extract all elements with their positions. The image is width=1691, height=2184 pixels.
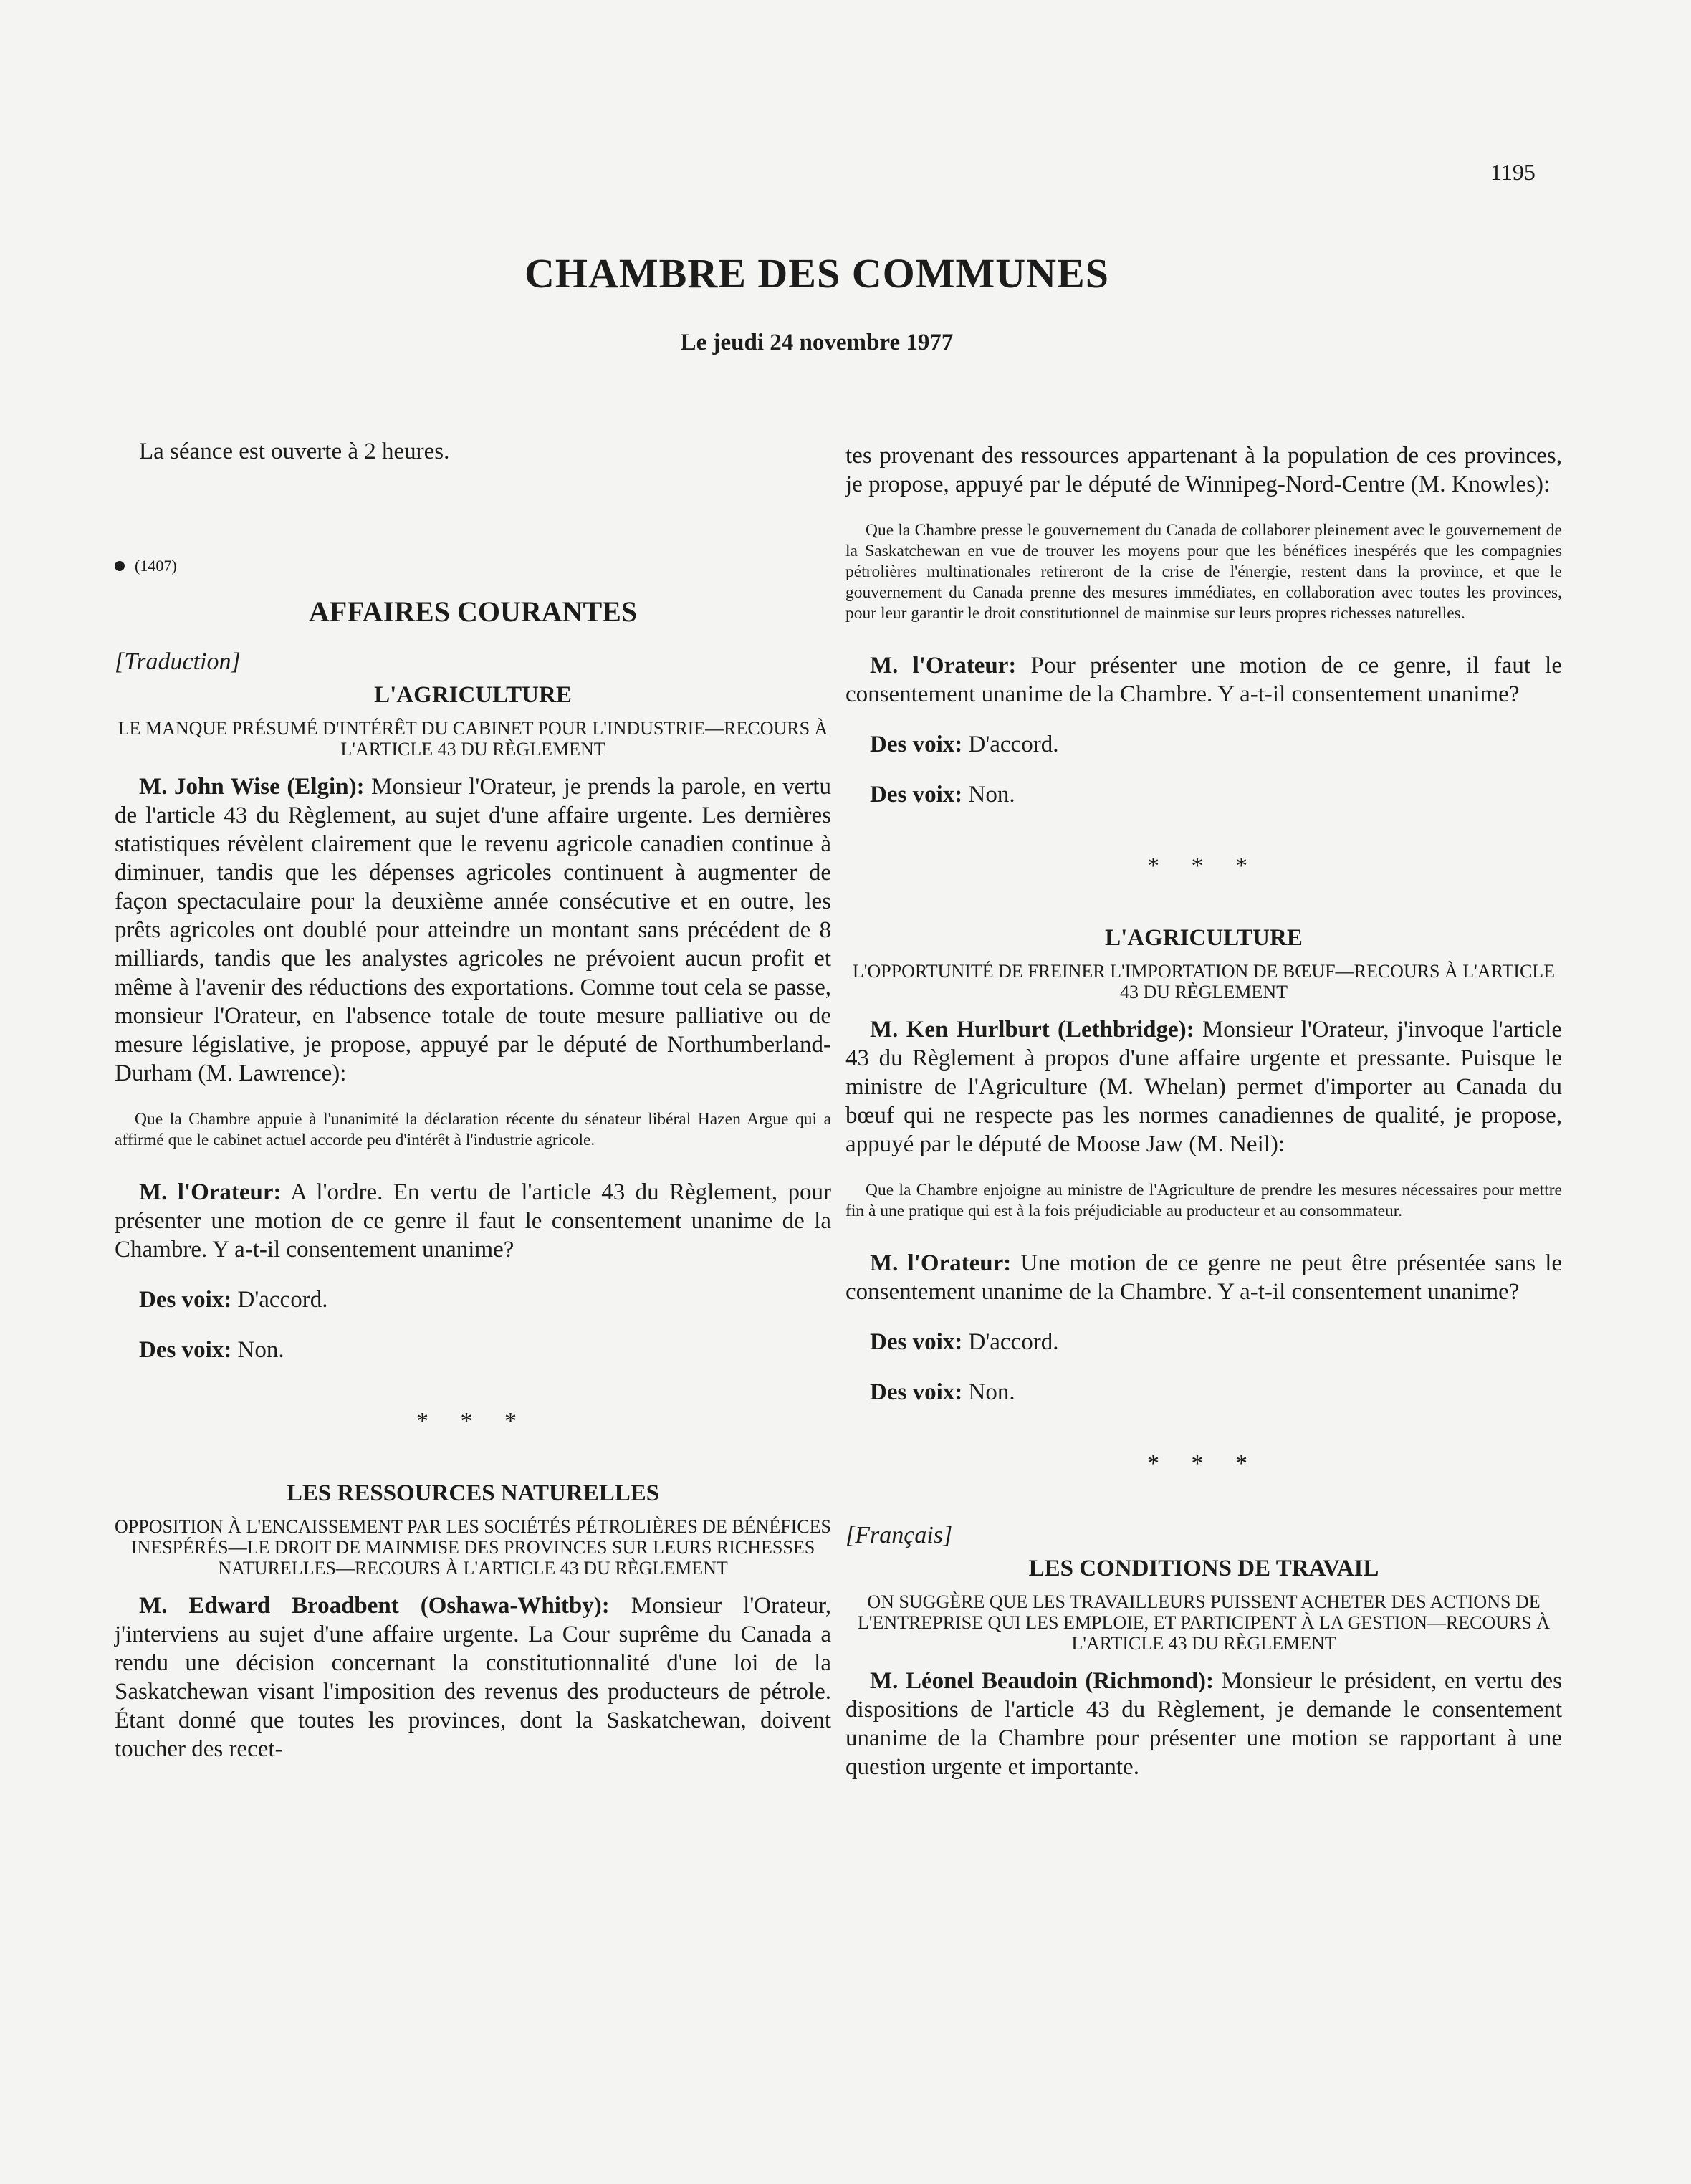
- speech-paragraph: [846, 651, 1562, 709]
- language-tag: [Traduction]: [115, 648, 241, 675]
- topic-subheading: ON SUGGÈRE QUE LES TRAVAILLEURS PUISSENT ACHETER DES ACTIONS DE L'ENTREPRISE QUI LES EMPLOIE, ET PARTICIPENT À LA GESTION—RECOURS À L'ARTICLE 43 DU RÈGLEMENT: [857, 1591, 1551, 1654]
- speech-text: Non.: [237, 1337, 284, 1363]
- topic-heading: L'AGRICULTURE: [1105, 925, 1303, 951]
- motion-text: Que la Chambre enjoigne au ministre de l'Agriculture de prendre les mesures nécessaires pour mettre fin à une pratique qui est à la fois préjudiciable au producteur et au consommateur.: [846, 1181, 1562, 1220]
- speech-paragraph: [115, 1591, 831, 1763]
- speaker-name: Des voix:: [870, 732, 963, 757]
- opening-line: La séance est ouverte à 2 heures.: [139, 439, 450, 464]
- voices-yes: [846, 1328, 1562, 1356]
- speech-text: Monsieur le président, en vertu des dispositions de l'article 43 du Règlement, je demande le consentement unanime de la Chambre pour présenter une motion se rapportant à une question urgente et importante.: [846, 1668, 1562, 1780]
- speech-text: Une motion de ce genre ne peut être présentée sans le consentement unanime de la Chambre. Y a-t-il consentement unanime?: [846, 1250, 1563, 1305]
- speaker-name: M. l'Orateur:: [870, 653, 1017, 679]
- voices-yes: [846, 730, 1562, 759]
- language-tag: [Français]: [846, 1522, 953, 1548]
- sitting-date: Le jeudi 24 novembre 1977: [680, 330, 954, 355]
- speech-paragraph: [115, 772, 831, 1088]
- time-marker-label: (1407): [135, 557, 177, 575]
- bullet-icon: [115, 561, 125, 571]
- section-heading: AFFAIRES COURANTES: [308, 595, 638, 628]
- speaker-name: M. l'Orateur:: [139, 1179, 282, 1205]
- speaker-name: Des voix:: [870, 1329, 963, 1355]
- page-title: CHAMBRE DES COMMUNES: [524, 250, 1109, 297]
- voices-no: [846, 780, 1562, 809]
- section-separator: * * *: [1147, 1450, 1260, 1477]
- speech-paragraph: [115, 1178, 831, 1264]
- voices-no: [115, 1336, 831, 1364]
- topic-subheading: L'OPPORTUNITÉ DE FREINER L'IMPORTATION DE BŒUF—RECOURS À L'ARTICLE 43 DU RÈGLEMENT: [852, 961, 1556, 1002]
- time-marker: [115, 552, 831, 580]
- section-separator: * * *: [416, 1408, 530, 1435]
- speaker-name: M. John Wise (Elgin):: [139, 774, 365, 800]
- speech-text: A l'ordre. En vertu de l'article 43 du Règlement, pour présenter une motion de ce genre il faut le consentement unanime de la Chambre. Y a-t-il consentement unanime?: [115, 1179, 831, 1263]
- speech-text: Non.: [968, 1379, 1015, 1405]
- speaker-name: Des voix:: [870, 1379, 963, 1405]
- topic-subheading: LE MANQUE PRÉSUMÉ D'INTÉRÊT DU CABINET POUR L'INDUSTRIE—RECOURS À L'ARTICLE 43 DU RÈGLEMENT: [118, 718, 828, 760]
- topic-heading: LES RESSOURCES NATURELLES: [286, 1480, 660, 1506]
- speaker-name: M. Ken Hurlburt (Lethbridge):: [870, 1017, 1194, 1043]
- motion-text: Que la Chambre presse le gouvernement du Canada de collaborer pleinement avec le gouvernement de la Saskatchewan en vue de trouver les moyens pour que les bénéfices inespérés que les compagnies pétrolières multinationales retireront de la crise de l'énergie, restent dans la province, et que le gouvernement du Canada prenne des mesures immédiates, en collaboration avec toutes les provinces, pour leur garantir le droit constitutionnel de mainmise sur leurs propres richesses naturelles.: [846, 521, 1562, 623]
- left-column: [115, 437, 831, 1763]
- speech-paragraph: [846, 1667, 1562, 1781]
- speech-text: D'accord.: [968, 1329, 1059, 1355]
- topic-heading: L'AGRICULTURE: [374, 682, 572, 708]
- page-number: 1195: [1490, 159, 1536, 185]
- right-column: [846, 441, 1562, 1781]
- speech-text: Monsieur l'Orateur, j'interviens au sujet d'une affaire urgente. La Cour suprême du Canada a rendu une décision concernant la constitutionnalité d'une loi de la Saskatchewan visant l'imposition des revenus des producteurs de pétrole. Étant donné que toutes les provinces, dont la Saskatchewan, doivent toucher des recet-: [115, 1593, 832, 1762]
- speech-text: Monsieur l'Orateur, j'invoque l'article 43 du Règlement à propos d'une affaire urgente et pressante. Puisque le ministre de l'Agriculture (M. Whelan) permet d'importer au Canada du bœuf qui ne respecte pas les normes canadiennes de qualité, je propose, appuyé par le député de Moose Jaw (M. Neil):: [846, 1017, 1562, 1157]
- speaker-name: M. l'Orateur:: [870, 1250, 1012, 1276]
- speech-text: D'accord.: [237, 1287, 328, 1313]
- speaker-name: Des voix:: [139, 1337, 232, 1363]
- section-separator: * * *: [1147, 853, 1260, 879]
- speech-text: Monsieur l'Orateur, je prends la parole, en vertu de l'article 43 du Règlement, au sujet d'une affaire urgente. Les dernières statistiques révèlent clairement que le revenu agricole canadien continue à diminuer, tandis que les dépenses agricoles continuent à augmenter de façon spectaculaire pour la deuxième année consécutive et en outre, les prêts agricoles ont doublé pour atteindre un montant sans précédent de 8 milliards, tandis que les analystes agricoles ne prévoient aucun profit et même à l'avenir des réductions des exportations. Comme tout cela se passe, monsieur l'Orateur, en l'absence totale de toute mesure palliative ou de mesure législative, je propose, appuyé par le député de Northumberland-Durham (M. Lawrence):: [115, 774, 831, 1086]
- speech-paragraph: [846, 1015, 1562, 1159]
- voices-yes: [115, 1285, 831, 1314]
- speech-text: Non.: [968, 782, 1015, 808]
- motion-text: Que la Chambre appuie à l'unanimité la déclaration récente du sénateur libéral Hazen Argue qui a affirmé que le cabinet actuel accorde peu d'intérêt à l'industrie agricole.: [115, 1110, 831, 1149]
- speech-paragraph: [846, 1249, 1562, 1306]
- speaker-name: Des voix:: [870, 782, 963, 808]
- speech-continuation: tes provenant des ressources appartenant à la population de ces provinces, je propose, appuyé par le député de Winnipeg-Nord-Centre (M. Knowles):: [846, 443, 1562, 497]
- speech-text: D'accord.: [968, 732, 1059, 757]
- speaker-name: M. Léonel Beaudoin (Richmond):: [870, 1668, 1215, 1694]
- speaker-name: M. Edward Broadbent (Oshawa-Whitby):: [139, 1593, 610, 1619]
- speech-text: Pour présenter une motion de ce genre, il faut le consentement unanime de la Chambre. Y a-t-il consentement unanime?: [846, 653, 1563, 707]
- topic-heading: LES CONDITIONS DE TRAVAIL: [1028, 1556, 1379, 1581]
- topic-subheading: OPPOSITION À L'ENCAISSEMENT PAR LES SOCIÉTÉS PÉTROLIÈRES DE BÉNÉFICES INESPÉRÉS—LE DROIT DE MAINMISE DES PROVINCES SUR LEURS RICHESSES NATURELLES—RECOURS À L'ARTICLE 43 DU RÈGLEMENT: [115, 1516, 831, 1579]
- voices-no: [846, 1378, 1562, 1407]
- speaker-name: Des voix:: [139, 1287, 232, 1313]
